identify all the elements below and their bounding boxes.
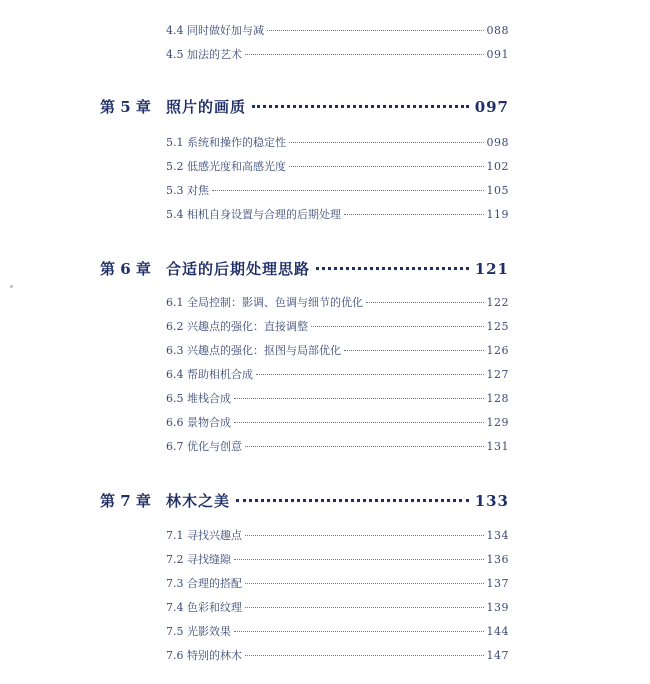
- toc-entry-title: 4.5 加法的艺术: [166, 48, 242, 61]
- toc-entry-page: 119: [486, 208, 509, 221]
- toc-entry-page: 122: [486, 296, 509, 309]
- dot-leader: [311, 326, 484, 327]
- toc-entry-6-4[interactable]: [166, 368, 509, 382]
- dot-leader: [245, 54, 484, 55]
- toc-entry-title: 6.4 帮助相机合成: [166, 368, 253, 381]
- toc-entry-page: 136: [486, 553, 509, 566]
- toc-entry-page: 125: [486, 320, 509, 333]
- chapter-title: 合适的后期处理思路: [166, 260, 311, 278]
- toc-chapter-6[interactable]: [100, 259, 509, 279]
- dot-leader: [366, 302, 484, 303]
- toc-entry-page: 139: [486, 601, 509, 614]
- chapter-page: 133: [474, 492, 509, 510]
- toc-entry-page: 126: [486, 344, 509, 357]
- chapter-title: 照片的画质: [166, 98, 247, 116]
- toc-entry-title: 5.1 系统和操作的稳定性: [166, 136, 286, 149]
- toc-entry-5-2[interactable]: [166, 160, 509, 174]
- toc-entry-title: 6.6 景物合成: [166, 416, 231, 429]
- toc-entry-6-6[interactable]: [166, 416, 509, 430]
- toc-entry-7-3[interactable]: [166, 577, 509, 591]
- toc-entry-title: 7.3 合理的搭配: [166, 577, 242, 590]
- toc-entry-page: 088: [486, 24, 509, 37]
- toc-entry-title: 5.3 对焦: [166, 184, 209, 197]
- toc-entry-title: 6.7 优化与创意: [166, 440, 242, 453]
- toc-entry-page: 144: [486, 625, 509, 638]
- toc-entry-title: 6.3 兴趣点的强化：抠图与局部优化: [166, 344, 341, 357]
- toc-entry-title: 4.4 同时做好加与减: [166, 24, 264, 37]
- toc-entry-7-1[interactable]: [166, 529, 509, 543]
- dot-leader: [234, 631, 484, 632]
- toc-entry-5-4[interactable]: [166, 208, 509, 222]
- toc-entry-4-5[interactable]: [166, 48, 509, 62]
- toc-entry-7-2[interactable]: [166, 553, 509, 567]
- dot-leader: [236, 499, 469, 502]
- toc-entry-page: 098: [486, 136, 509, 149]
- toc-entry-6-1[interactable]: [166, 296, 509, 310]
- toc-entry-page: 127: [486, 368, 509, 381]
- toc-entry-page: 134: [486, 529, 509, 542]
- dot-leader: [245, 583, 484, 584]
- toc-entry-page: 091: [486, 48, 509, 61]
- dot-leader: [245, 607, 484, 608]
- chapter-number: 第 6 章: [100, 260, 151, 278]
- toc-entry-page: 137: [486, 577, 509, 590]
- dot-leader: [234, 559, 484, 560]
- toc-entry-page: 105: [486, 184, 509, 197]
- dot-leader: [245, 535, 484, 536]
- toc-chapter-7[interactable]: [100, 491, 509, 511]
- dot-leader: [289, 142, 484, 143]
- toc-entry-6-2[interactable]: [166, 320, 509, 334]
- toc-entry-page: 128: [486, 392, 509, 405]
- toc-entry-5-3[interactable]: [166, 184, 509, 198]
- chapter-number: 第 5 章: [100, 98, 151, 116]
- dot-leader: [267, 30, 484, 31]
- toc-entry-title: 7.5 光影效果: [166, 625, 231, 638]
- dot-leader: [316, 267, 469, 270]
- dot-leader: [252, 105, 469, 108]
- toc-entry-title: 7.1 寻找兴趣点: [166, 529, 242, 542]
- toc-entry-title: 7.6 特别的林木: [166, 649, 242, 662]
- chapter-title: 林木之美: [166, 492, 231, 510]
- toc-entry-6-7[interactable]: [166, 440, 509, 454]
- scan-speck: [10, 285, 13, 288]
- toc-entry-title: 7.4 色彩和纹理: [166, 601, 242, 614]
- toc-entry-title: 6.5 堆栈合成: [166, 392, 231, 405]
- chapter-number: 第 7 章: [100, 492, 151, 510]
- toc-entry-7-4[interactable]: [166, 601, 509, 615]
- dot-leader: [256, 374, 484, 375]
- chapter-page: 097: [474, 98, 509, 116]
- toc-entry-page: 129: [486, 416, 509, 429]
- toc-entry-7-5[interactable]: [166, 625, 509, 639]
- toc-entry-page: 147: [486, 649, 509, 662]
- toc-entry-title: 6.1 全局控制：影调、色调与细节的优化: [166, 296, 363, 309]
- dot-leader: [289, 166, 484, 167]
- toc-entry-5-1[interactable]: [166, 136, 509, 150]
- toc-entry-title: 5.2 低感光度和高感光度: [166, 160, 286, 173]
- dot-leader: [245, 446, 484, 447]
- toc-entry-7-6[interactable]: [166, 649, 509, 663]
- toc-entry-page: 102: [486, 160, 509, 173]
- toc-entry-title: 6.2 兴趣点的强化：直接调整: [166, 320, 308, 333]
- dot-leader: [344, 214, 484, 215]
- toc-entry-page: 131: [486, 440, 509, 453]
- toc-entry-title: 5.4 相机自身设置与合理的后期处理: [166, 208, 341, 221]
- toc-chapter-5[interactable]: [100, 97, 509, 117]
- toc-entry-4-4[interactable]: [166, 24, 509, 38]
- dot-leader: [212, 190, 484, 191]
- toc-entry-6-5[interactable]: [166, 392, 509, 406]
- chapter-page: 121: [474, 260, 509, 278]
- toc-entry-6-3[interactable]: [166, 344, 509, 358]
- dot-leader: [344, 350, 484, 351]
- dot-leader: [234, 422, 484, 423]
- dot-leader: [245, 655, 484, 656]
- toc-entry-title: 7.2 寻找缝隙: [166, 553, 231, 566]
- dot-leader: [234, 398, 484, 399]
